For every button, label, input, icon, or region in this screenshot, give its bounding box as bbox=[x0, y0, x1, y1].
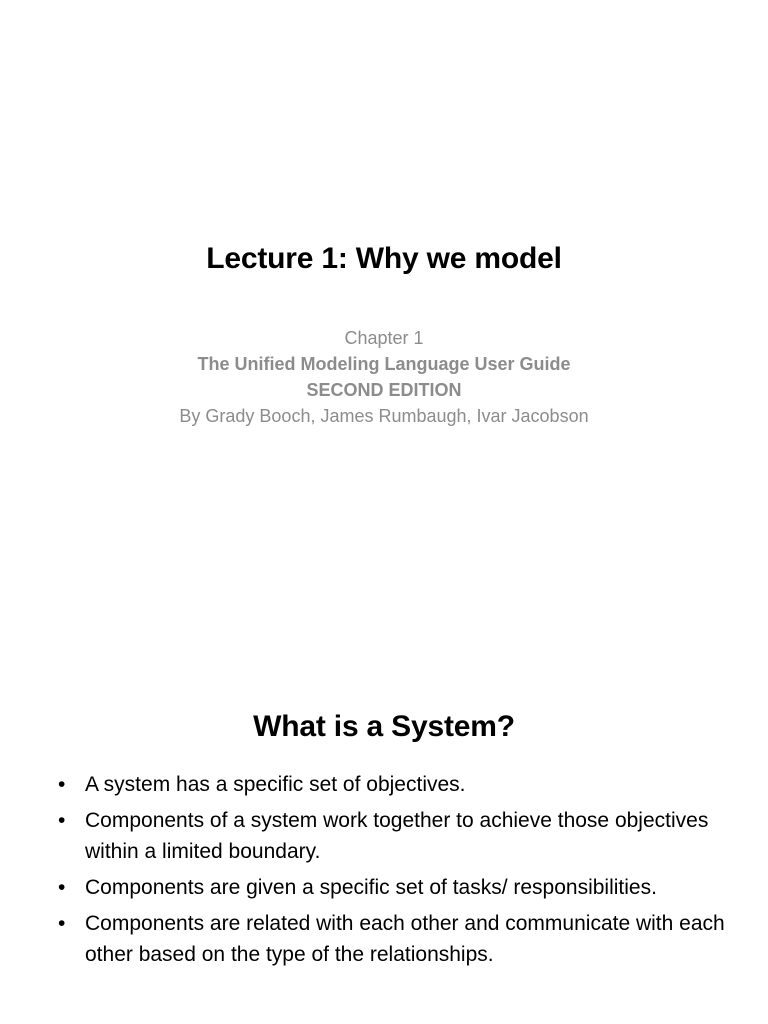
slide-heading: What is a System? bbox=[253, 710, 515, 743]
book-title: The Unified Modeling Language User Guide bbox=[197, 354, 571, 374]
authors-line: By Grady Booch, James Rumbaugh, Ivar Jacobson bbox=[179, 406, 589, 426]
bullet-icon: • bbox=[58, 876, 66, 899]
bullet-text: Components are related with each other and communicate with each other based on the type of the relationships. bbox=[85, 912, 725, 966]
bullet-icon: • bbox=[58, 809, 66, 832]
bullet-text: A system has a specific set of objectives. bbox=[85, 773, 466, 796]
bullet-item bbox=[58, 872, 748, 903]
bullet-item bbox=[58, 805, 748, 867]
bullet-icon: • bbox=[58, 773, 66, 796]
bullet-text: Components of a system work together to achieve those objectives within a limited boundary. bbox=[85, 809, 709, 863]
chapter-label: Chapter 1 bbox=[344, 328, 424, 348]
slide-what-is-a-system bbox=[0, 576, 768, 1024]
bullet-item bbox=[58, 908, 748, 970]
bullet-icon: • bbox=[58, 912, 66, 935]
edition-label: SECOND EDITION bbox=[306, 380, 462, 400]
bullet-text: Components are given a specific set of tasks/ responsibilities. bbox=[85, 876, 657, 899]
bullet-list bbox=[58, 769, 748, 975]
bullet-item bbox=[58, 769, 748, 800]
slide-title-heading: Lecture 1: Why we model bbox=[206, 242, 562, 275]
slide-subtitle bbox=[0, 325, 768, 429]
